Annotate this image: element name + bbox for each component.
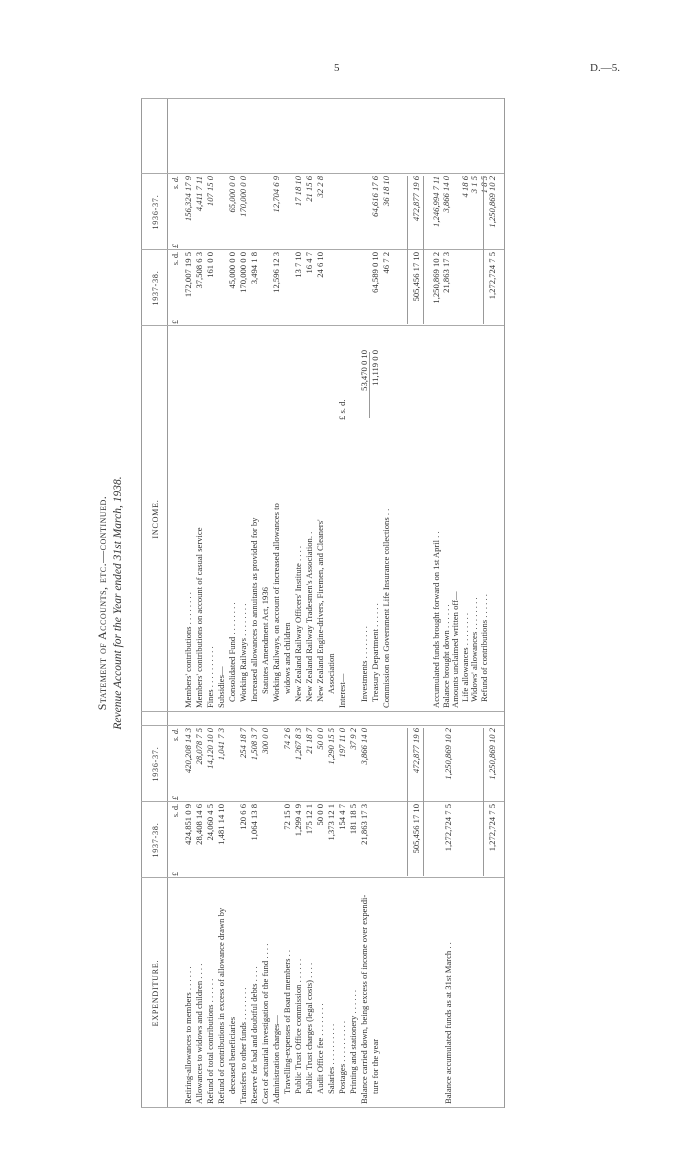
income-row-label: Investments . . . . . . . . <box>359 626 369 702</box>
income-row-1937: 64,589 0 10 <box>370 252 380 293</box>
expenditure-row-label: Retiring-allowances to members . . . . . . <box>183 966 193 1104</box>
inc-total-b: 1,250,869 10 2 <box>487 176 497 228</box>
income-row-1936: 4,411 7 11 <box>194 176 204 212</box>
expenditure-row-1936: 21 18 7 <box>304 728 314 754</box>
exp-subtotal-b: 472,877 19 6 <box>411 728 421 774</box>
exp-total-b: 1,250,869 10 2 <box>487 728 497 780</box>
income-row-1936: 21 15 6 <box>304 176 314 202</box>
page-number: 5 <box>334 62 340 74</box>
expenditure-row-1936: 254 18 7 <box>238 728 248 759</box>
inc-subtotal-b: 472,877 19 6 <box>411 176 421 222</box>
expenditure-row-1936: 14,120 10 0 <box>205 728 215 769</box>
expenditure-row-label: Balance carried down, being excess of income over expendi- <box>359 894 369 1104</box>
income-row-1937: 3,494 1 8 <box>249 252 259 285</box>
unit-pound: £ <box>171 320 180 324</box>
income-row-label: New Zealand Railway Tradesmen's Association. . <box>304 531 314 702</box>
income-lower-row-label: Balance brought down . . . . . . <box>440 604 451 708</box>
income-row-1937: 161 0 0 <box>205 252 215 278</box>
expenditure-row-label: Refund of contributions in excess of allowance drawn by <box>216 907 226 1104</box>
income-lower-row-1936: 3 1 5 <box>469 176 479 194</box>
income-row-1937: 13 7 10 <box>293 252 303 278</box>
exp-total-a: 1,272,724 7 5 <box>487 804 497 852</box>
income-row-1936: 107 15 0 <box>205 176 215 207</box>
income-row-label: Members' contributions on account of casual service <box>194 527 204 708</box>
expenditure-row-label: ture for the year <box>370 1038 380 1094</box>
rotated-statement <box>95 98 505 1108</box>
expenditure-row-1936: 37 9 2 <box>348 728 358 750</box>
expenditure-row-1936: 74 2 6 <box>282 728 292 750</box>
exp-b-units <box>171 728 180 800</box>
income-lower-row-1937: 21,863 17 3 <box>440 252 451 293</box>
document-reference: D.—5. <box>590 62 620 74</box>
income-row-label: Subsidies— <box>216 666 226 708</box>
income-row-label: Fines . . . . . . . . . . <box>205 646 215 708</box>
expenditure-row-1937: 21,863 17 3 <box>359 804 369 845</box>
expenditure-row-1936: 28,078 7 5 <box>194 728 204 765</box>
expenditure-row-1937: 1,481 14 10 <box>216 804 226 845</box>
expenditure-row-1937: 1,064 13 8 <box>249 804 259 841</box>
expenditure-row-1937: 50 0 0 <box>315 804 325 826</box>
income-row-1937: 45,000 0 0 <box>227 252 237 289</box>
balance-a: 1,272,724 7 5 <box>443 804 453 852</box>
income-row-1937: 12,596 12 3 <box>271 252 281 293</box>
income-row-1937: 16 4 7 <box>304 252 314 274</box>
expenditure-row-1936: 3,866 14 0 <box>359 728 369 765</box>
expenditure-row-label: Public Trust charges (legal costs) . . . . <box>304 962 314 1094</box>
expenditure-row-1937: 72 15 0 <box>282 804 292 830</box>
expenditure-row-1936: 1,267 8 3 <box>293 728 303 761</box>
expenditure-row-1936: 1,041 7 3 <box>216 728 226 761</box>
expenditure-row-1937: 1,373 12 1 <box>326 804 336 841</box>
expenditure-row-1937: 24,060 4 5 <box>205 804 215 841</box>
expenditure-row-label: Allowances to widows and children . . . . <box>194 963 204 1104</box>
expenditure-row-label: Transfers to other funds . . . . . . . . <box>238 987 248 1104</box>
income-row-label: Consolidated Fund . . . . . . . . <box>227 602 237 702</box>
income-row-label: Members' contributions . . . . . . . . <box>183 592 193 708</box>
income-col-a-heading: 1937-38. <box>151 270 160 306</box>
expenditure-row-1936: 300 0 0 <box>260 728 270 754</box>
expenditure-row-label: Cost of actuarial investigation of the fund . . . . <box>260 943 270 1104</box>
income-row-1937: 170,000 0 0 <box>238 252 248 293</box>
statement-subtitle: Revenue Account for the Year ended 31st March, 1938. <box>112 476 124 730</box>
expenditure-row-1937: 154 4 7 <box>337 804 347 830</box>
unit-pound: £ <box>171 796 180 800</box>
expenditure-col-b-heading: 1936-37. <box>151 746 160 782</box>
income-lower-row-label: Refund of contributions . . . . . . <box>478 594 489 702</box>
income-row-1936: 36 18 10 <box>381 176 391 207</box>
expenditure-row-label: Postages . . . . . . . . . . <box>337 1020 347 1094</box>
income-lower-row-1936: 1 8 5 <box>478 176 489 194</box>
unit-pound: £ <box>171 872 180 876</box>
expenditure-row-1937: 181 18 5 <box>348 804 358 835</box>
income-row-label: Interest— <box>337 673 347 708</box>
income-row-label: Treasury Department . . . . . . <box>370 603 380 702</box>
income-row-1936: 156,324 17 9 <box>183 176 193 222</box>
income-row-label: Statutes Amendment Act, 1936 <box>260 587 270 694</box>
expenditure-row-1936: 50 0 0 <box>315 728 325 750</box>
expenditure-row-label: Public Trust Office commission . . . . . . <box>293 958 303 1094</box>
balance-label: Balance accumulated funds as at 31st March . . <box>443 942 453 1104</box>
revenue-account-table <box>141 98 505 1108</box>
income-row-1936: 17 18 10 <box>293 176 303 207</box>
income-row-label: Working Railways . . . . . . . . <box>238 603 248 702</box>
income-col-b-heading: 1936-37. <box>151 194 160 230</box>
income-row-1937: 46 7 2 <box>381 252 391 274</box>
income-row-1936: 32 2 8 <box>315 176 325 198</box>
exp-subtotal-a: 505,456 17 10 <box>411 804 421 854</box>
interest-inner-units: £ s. d. <box>337 399 347 420</box>
unit-s: s. <box>171 736 180 742</box>
income-lower-row-label: Accumulated funds brought forward on 1st April . . <box>431 531 441 708</box>
unit-d: d. <box>171 252 180 258</box>
income-lower-row-1937: 1,250,869 10 2 <box>431 252 441 304</box>
income-row-1937: 24 6 10 <box>315 252 325 278</box>
unit-d: d. <box>171 804 180 810</box>
expenditure-row-label: Audit Office fee . . . . . . . . <box>315 1003 325 1094</box>
inc-a-units <box>171 252 180 324</box>
expenditure-row-1936: 197 11 0 <box>337 728 347 758</box>
expenditure-row-label: Printing and stationery . . . . . . <box>348 989 358 1094</box>
unit-s: s. <box>171 184 180 190</box>
income-lower-row-label: Life allowances . . . . . . . . <box>459 612 470 702</box>
income-row-1936: 65,000 0 0 <box>227 176 237 213</box>
expenditure-row-1937: 424,851 0 9 <box>183 804 193 845</box>
expenditure-row-label: deceased beneficiaries <box>227 1016 237 1094</box>
interest-inner-value: 53,470 0 10 <box>359 350 369 391</box>
income-row-1936: 170,000 0 0 <box>238 176 248 217</box>
inc-total-a: 1,272,724 7 5 <box>487 252 497 300</box>
income-lower-row-1936: 4 18 6 <box>459 176 470 198</box>
expenditure-row-1936: 1,508 3 7 <box>249 728 259 761</box>
income-row-label: Commission on Government Life Insurance collections . . <box>381 508 391 708</box>
expenditure-row-1937: 28,408 14 6 <box>194 804 204 845</box>
income-row-label: Increased allowances to annuitants as provided for by <box>249 517 259 702</box>
income-lower-row-1936: 1,246,994 7 11 <box>431 176 441 227</box>
income-heading: INCOME. <box>151 499 160 539</box>
interest-inner-value: 11,119 0 0 <box>370 350 380 386</box>
expenditure-row-label: Administration charges— <box>271 1015 281 1104</box>
balance-b: 1,250,869 10 2 <box>443 728 453 780</box>
income-row-label: widows and children <box>282 622 292 694</box>
statement-title: Statement of Accounts, etc.—continued. <box>95 495 109 711</box>
income-row-label: New Zealand Engine-drivers, Firemen, and Cleaners' <box>315 519 325 702</box>
income-lower-row-label: Amounts unclaimed written off— <box>450 591 460 708</box>
expenditure-col-a-heading: 1937-38. <box>151 822 160 858</box>
expenditure-row-1936: 1,290 15 5 <box>326 728 336 765</box>
income-row-1937: 37,508 6 3 <box>194 252 204 289</box>
income-row-label: Working Railways, on account of increased allowances to <box>271 503 281 702</box>
income-row-label: Association <box>326 653 336 694</box>
expenditure-row-1937: 175 12 1 <box>304 804 314 835</box>
inc-b-units <box>171 176 180 248</box>
unit-s: s. <box>171 260 180 266</box>
expenditure-heading: EXPENDITURE. <box>151 959 160 1027</box>
income-row-label: New Zealand Railway Officers' Institute . . . . <box>293 545 303 702</box>
income-row-1936: 12,704 6 9 <box>271 176 281 213</box>
expenditure-row-1937: 120 6 6 <box>238 804 248 830</box>
unit-s: s. <box>171 812 180 818</box>
exp-a-units <box>171 804 180 876</box>
unit-d: d. <box>171 728 180 734</box>
unit-pound: £ <box>171 244 180 248</box>
expenditure-row-label: Travelling-expenses of Board members . . <box>282 949 292 1094</box>
income-lower-row-1936: 3,866 14 0 <box>440 176 451 213</box>
expenditure-row-1937: 1,299 4 9 <box>293 804 303 837</box>
unit-d: d. <box>171 176 180 182</box>
expenditure-row-label: Reserve for bad and doubtful debts . . . . <box>249 966 259 1104</box>
expenditure-row-label: Salaries . . . . . . . . . . <box>326 1023 336 1094</box>
income-row-1936: 64,616 17 6 <box>370 176 380 217</box>
expenditure-row-label: Refund of total contributions . . . . . . <box>205 978 215 1104</box>
income-lower-row-label: Widows' allowances . . . . . . . . <box>469 597 479 702</box>
expenditure-row-1936: 420,208 14 3 <box>183 728 193 774</box>
inc-subtotal-a: 505,456 17 10 <box>411 252 421 302</box>
income-row-1937: 172,007 19 5 <box>183 252 193 298</box>
